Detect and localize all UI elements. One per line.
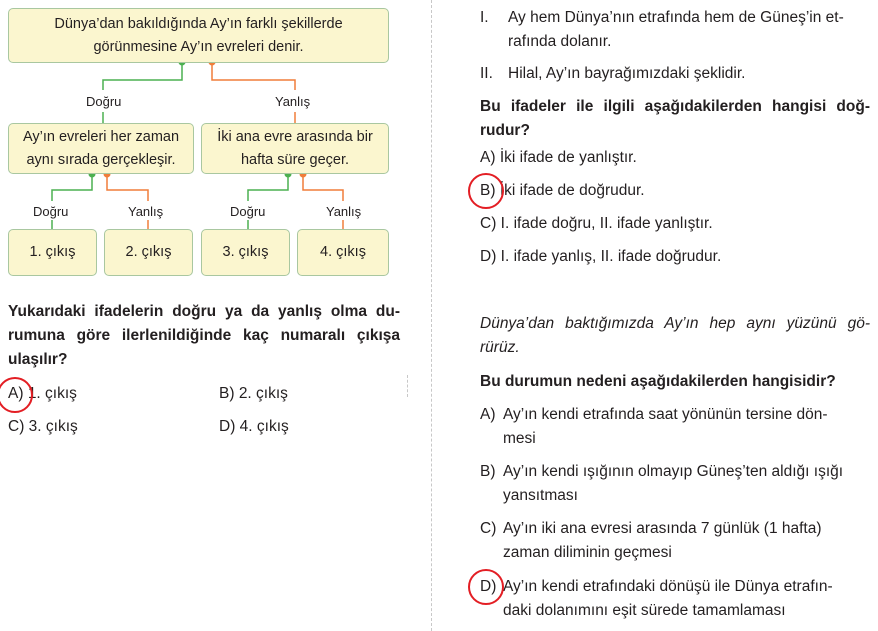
flowchart-left-box: [8, 123, 194, 174]
exit-box-4: 4. çıkış: [297, 229, 389, 276]
option-text: I. ifade doğru, II. ifade yanlıştır.: [500, 215, 713, 232]
connector-true-3: [248, 174, 288, 201]
q2-prompt-line-2: rudur?: [480, 122, 530, 139]
option-letter: B): [480, 463, 496, 480]
option-line: Ay’ın kendi etrafında saat yönünün tersine dön-: [503, 406, 828, 423]
statement-line: Ay hem Dünya’nın etrafında hem de Güneş’in et-: [508, 9, 844, 26]
option-text: İki ifade de doğrudur.: [499, 182, 645, 199]
option-line: daki dolanımını eşit sürede tamamlaması: [503, 602, 786, 619]
option-letter: C): [8, 418, 25, 435]
q1-line-2: rumuna göre ilerlenildiğinde kaç numaralı çıkışa: [8, 327, 400, 344]
exit-box-3: 3. çıkış: [201, 229, 290, 276]
column-divider: [431, 0, 432, 631]
statement-line: rafında dolanır.: [508, 33, 612, 50]
option-line: Ay’ın kendi etrafındaki dönüşü ile Dünya etrafın-: [503, 578, 833, 595]
q1-option-d[interactable]: [219, 415, 289, 439]
label-false-level1: Yanlış: [275, 94, 311, 109]
answer-circle-q2: [468, 173, 504, 209]
q3-statement: [480, 312, 870, 360]
q1-option-b[interactable]: [219, 382, 288, 406]
q2-option-a[interactable]: [480, 146, 637, 170]
option-letter: D): [480, 578, 497, 595]
option-letter: D): [480, 248, 497, 265]
option-letter: C): [480, 520, 497, 537]
flowchart-right-box: [201, 123, 389, 174]
q3-option-b[interactable]: [480, 460, 870, 508]
label-true-level1: Doğru: [86, 94, 122, 109]
q3-option-d[interactable]: [480, 575, 870, 623]
q3-option-c[interactable]: [480, 517, 870, 565]
connector-true-2: [52, 174, 92, 201]
q2-statement-1: [480, 6, 870, 54]
option-letter: C): [480, 215, 497, 232]
connector-false-1: [212, 62, 295, 90]
option-text: İki ifade de yanlıştır.: [499, 149, 637, 166]
q1-option-c[interactable]: [8, 415, 78, 439]
option-text: 3. çıkış: [28, 418, 78, 435]
answer-circle-q1: [0, 377, 33, 413]
label-true-exit3: Doğru: [230, 204, 266, 219]
top-box-line-2: görünmesine Ay’ın evreleri denir.: [93, 38, 304, 55]
connector-true-1: [103, 62, 182, 90]
option-letter: A): [480, 149, 496, 166]
option-line: mesi: [503, 430, 536, 447]
option-letter: B): [480, 182, 496, 199]
q2-option-d[interactable]: [480, 245, 721, 269]
left-box-line-1: Ay’ın evreleri her zaman: [22, 128, 180, 145]
option-letter: B): [219, 385, 235, 402]
right-box-line-2: hafta süre geçer.: [240, 151, 349, 168]
q2-option-b[interactable]: [480, 179, 645, 203]
connector-false-2: [107, 174, 148, 201]
option-text: 4. çıkış: [239, 418, 289, 435]
q2-prompt-line-1: Bu ifadeler ile ilgili aşağıdakilerden hangisi doğ-: [480, 98, 870, 115]
option-letter: A): [480, 406, 496, 423]
label-true-exit1: Doğru: [33, 204, 69, 219]
q3-option-a[interactable]: [480, 403, 870, 451]
option-line: Ay’ın kendi ışığının olmayıp Güneş’ten aldığı ışığı: [503, 463, 844, 480]
option-text: 2. çıkış: [238, 385, 288, 402]
right-edge-marker: [407, 375, 408, 397]
label-false-exit4: Yanlış: [326, 204, 362, 219]
right-box-line-1: İki ana evre arasında bir: [217, 128, 373, 145]
flowchart-top-box: [8, 8, 389, 63]
top-box-line-1: Dünya’dan bakıldığında Ay’ın farklı şekillerde: [54, 15, 343, 32]
q3-prompt: Bu durumun nedeni aşağıdakilerden hangisidir?: [480, 373, 836, 390]
q3-statement-line-1: Dünya’dan baktığımızda Ay’ın hep aynı yüzünü gö-: [480, 315, 870, 332]
exit-box-1: 1. çıkış: [8, 229, 97, 276]
q2-prompt: [480, 95, 870, 143]
option-letter: D): [219, 418, 236, 435]
option-letter: A): [8, 385, 24, 402]
q1-line-1: Yukarıdaki ifadelerin doğru ya da yanlış olma du-: [8, 303, 400, 320]
statement-number: II.: [480, 65, 493, 82]
left-box-line-2: aynı sırada gerçekleşir.: [26, 151, 176, 168]
question-1-text: [8, 300, 400, 372]
option-line: zaman diliminin geçmesi: [503, 544, 672, 561]
statement-number: I.: [480, 9, 489, 26]
q1-line-3: ulaşılır?: [8, 351, 68, 368]
q2-option-c[interactable]: [480, 212, 713, 236]
option-text: I. ifade yanlış, II. ifade doğrudur.: [500, 248, 722, 265]
option-text: 1. çıkış: [27, 385, 77, 402]
exit-box-2: 2. çıkış: [104, 229, 193, 276]
connector-false-3: [303, 174, 343, 201]
statement-line: Hilal, Ay’ın bayrağımızdaki şeklidir.: [508, 65, 746, 82]
answer-circle-q3: [468, 569, 504, 605]
option-line: Ay’ın iki ana evresi arasında 7 günlük (1 hafta): [503, 520, 822, 537]
q3-statement-line-2: rürüz.: [480, 339, 520, 356]
q2-statement-2: [480, 62, 870, 86]
label-false-exit2: Yanlış: [128, 204, 164, 219]
option-line: yansıtması: [503, 487, 578, 504]
